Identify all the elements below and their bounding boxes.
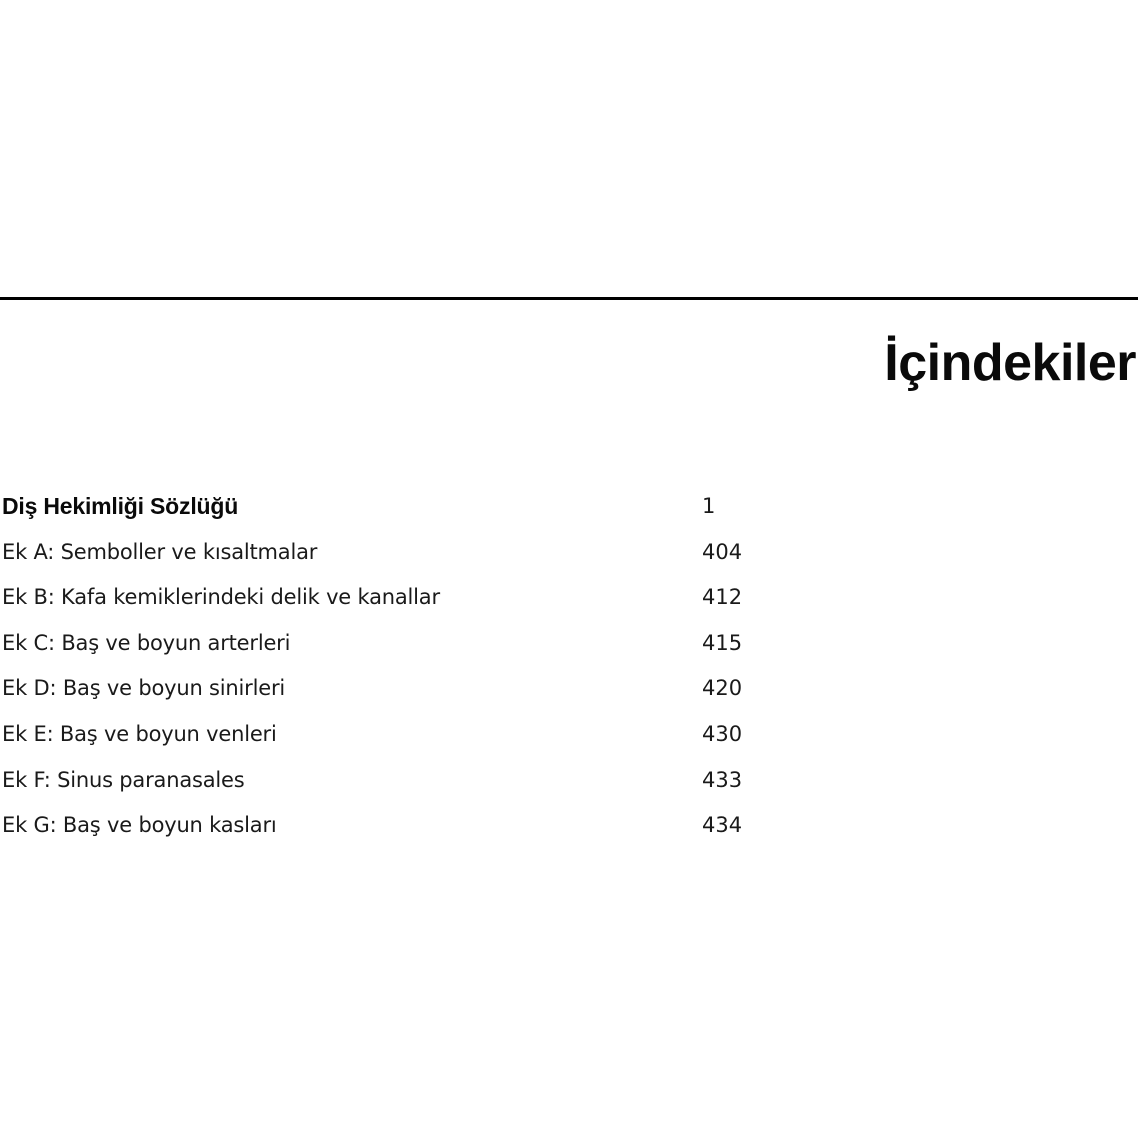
toc-entry-appendix-b[interactable] [2,575,802,621]
toc-entry-page: 415 [702,630,743,655]
toc-entry-label: Ek B: Kafa kemiklerindeki delik ve kanallar [2,585,440,610]
toc-entry-label: Ek E: Baş ve boyun venleri [2,721,277,746]
toc-entry-label: Ek G: Baş ve boyun kasları [2,813,277,838]
table-of-contents [2,484,802,849]
toc-entry-page: 1 [702,494,716,518]
toc-entry-page: 434 [702,813,743,838]
toc-entry-page: 412 [702,585,743,610]
toc-entry-appendix-g[interactable] [2,803,802,849]
toc-entry-label: Ek D: Baş ve boyun sinirleri [2,676,286,701]
title-rule [0,297,1138,300]
toc-entry-label: Ek A: Semboller ve kısaltmalar [2,539,318,564]
toc-entry-appendix-d[interactable] [2,666,802,712]
toc-entry-page: 430 [702,721,743,746]
toc-entry-page: 404 [702,539,743,564]
toc-entry-label: Diş Hekimliği Sözlüğü [2,493,239,519]
toc-entry-appendix-e[interactable] [2,712,802,758]
toc-entry-appendix-a[interactable] [2,530,802,576]
page-title: İçindekiler [884,334,1136,392]
toc-entry-page: 433 [702,767,743,792]
toc-entry-appendix-f[interactable] [2,758,802,804]
toc-entry-page: 420 [702,676,743,701]
toc-entry-label: Ek F: Sinus paranasales [2,767,245,792]
toc-entry-main-dictionary[interactable] [2,484,802,530]
toc-entry-label: Ek C: Baş ve boyun arterleri [2,630,291,655]
toc-entry-appendix-c[interactable] [2,621,802,667]
